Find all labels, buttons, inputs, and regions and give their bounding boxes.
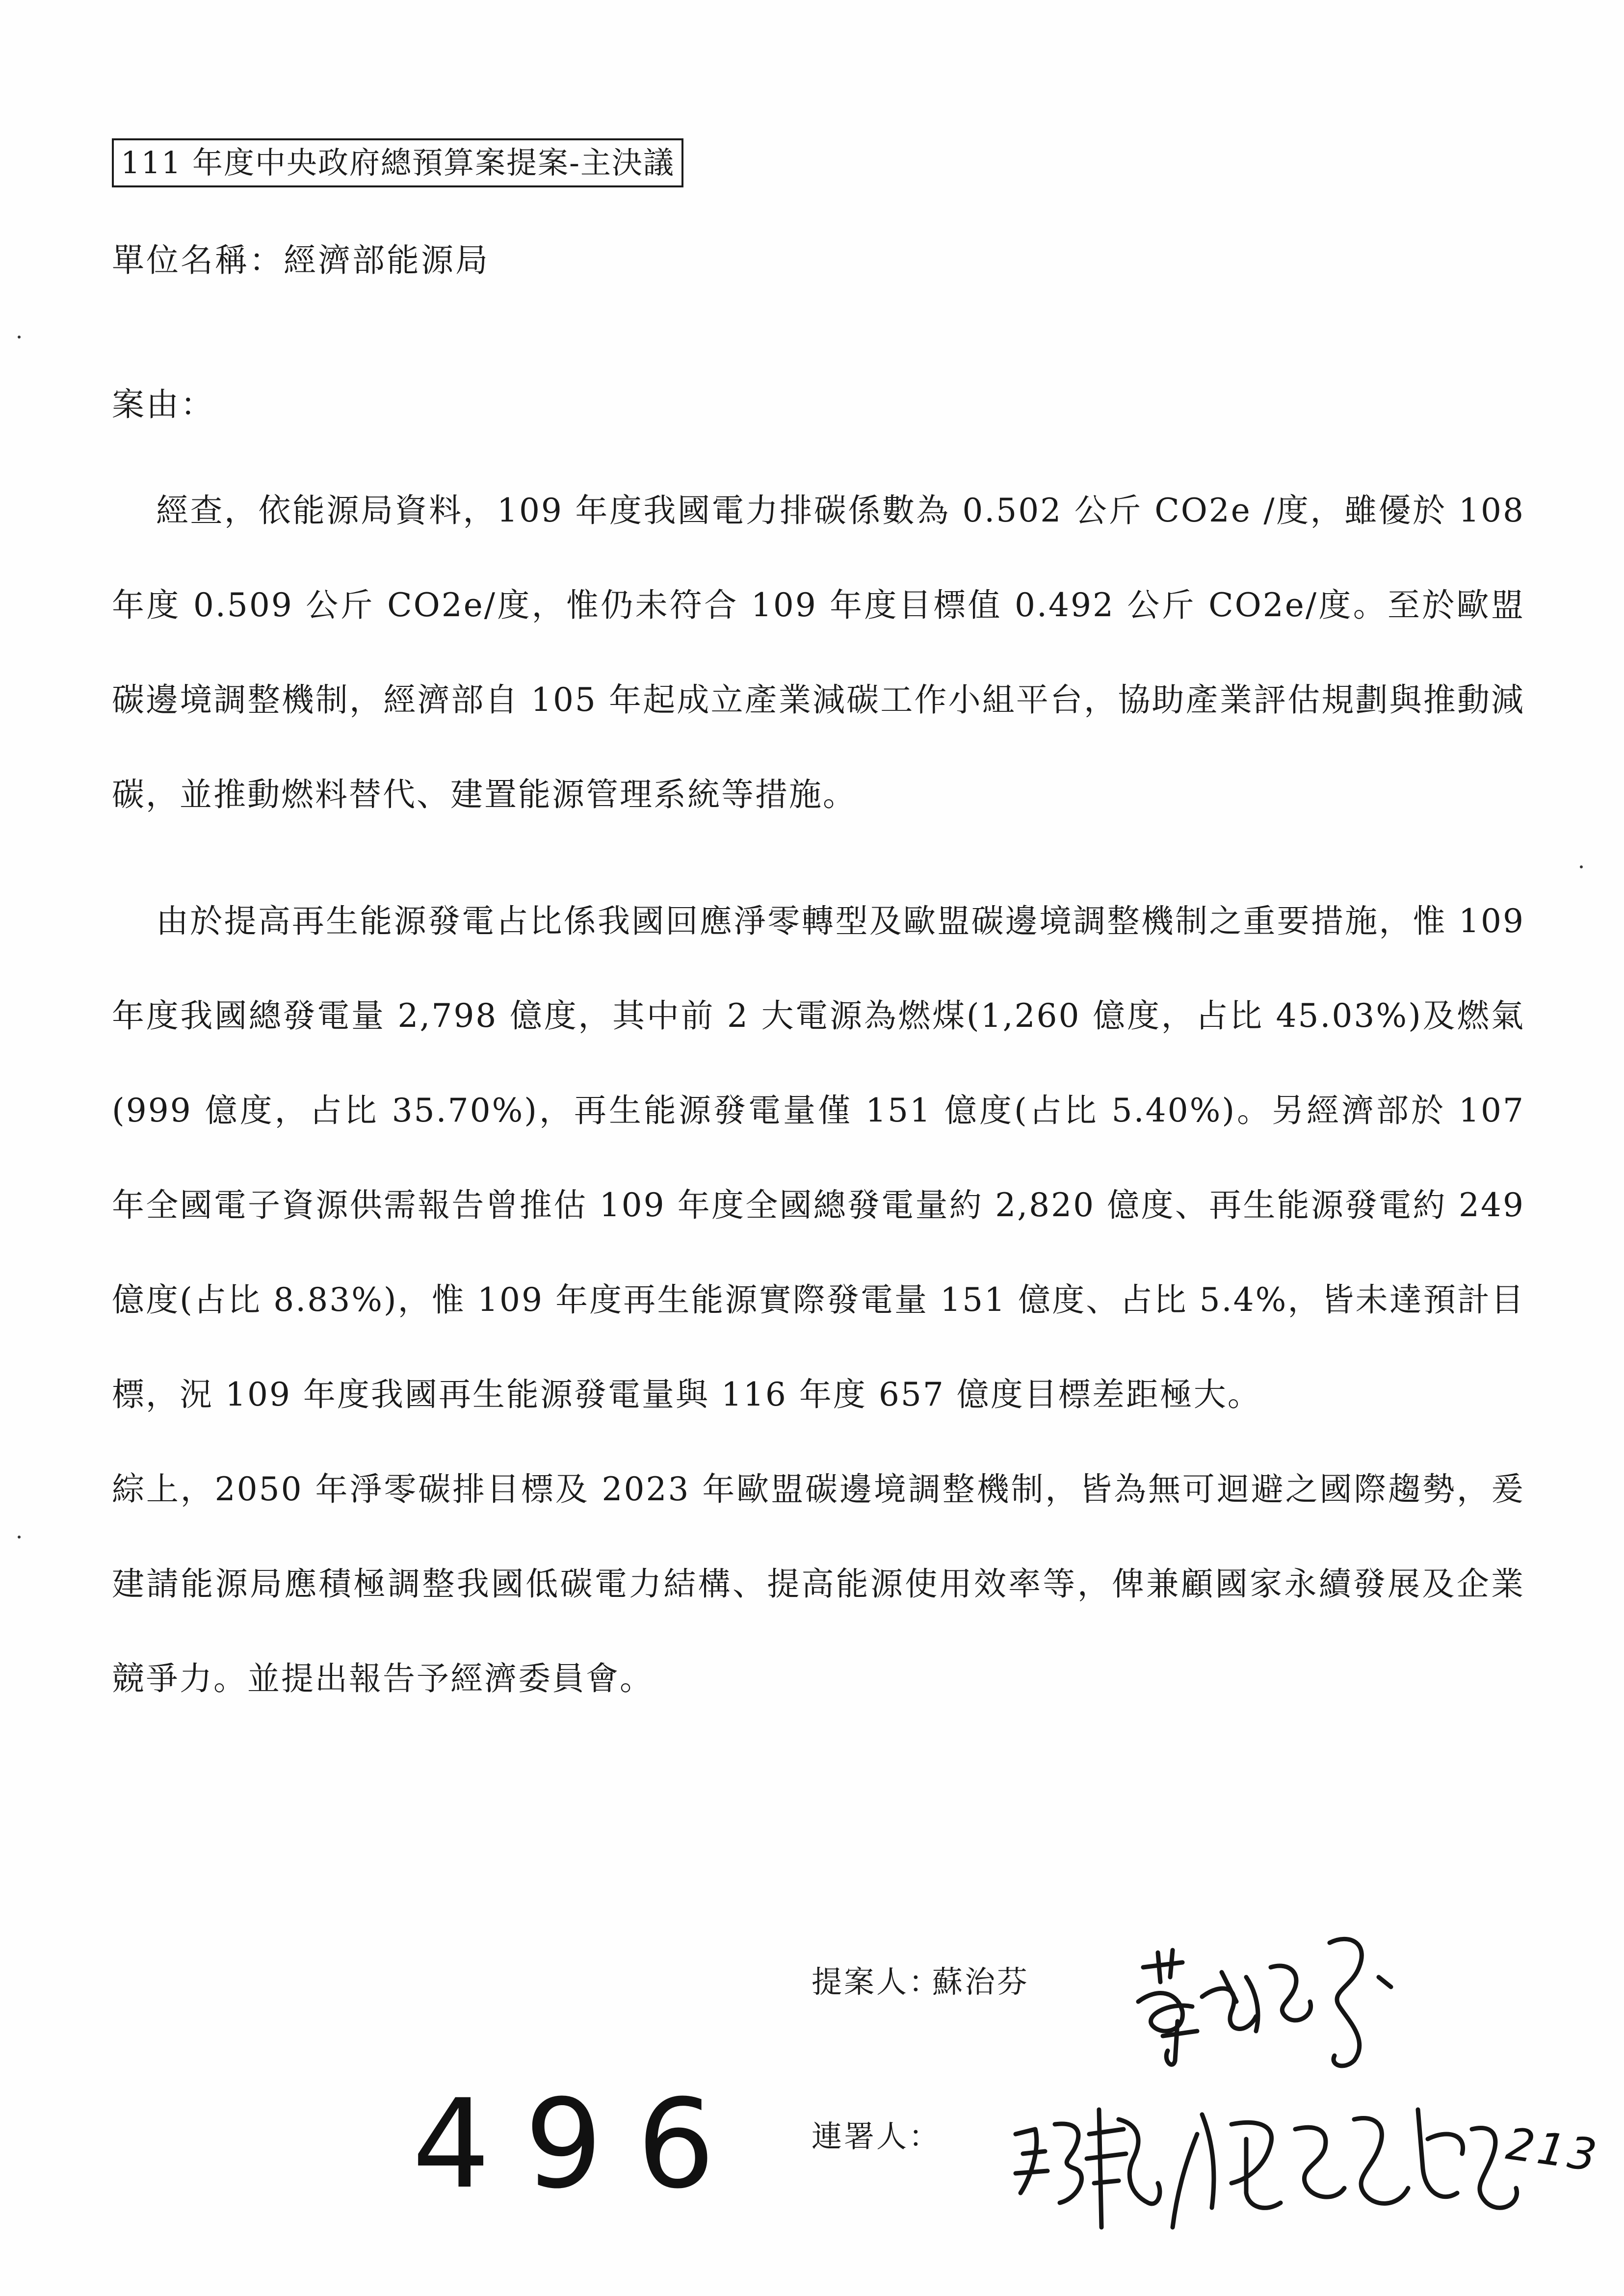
- reason-label: 案由：: [112, 386, 215, 423]
- document-title: 111 年度中央政府總預算案提案-主決議: [112, 138, 683, 187]
- cosigner-note: 213: [1503, 2118, 1603, 2182]
- unit-name: 單位名稱：經濟部能源局: [112, 241, 490, 279]
- scan-speck: [1580, 865, 1583, 868]
- paragraph-text: 綜上，2050 年淨零碳排目標及 2023 年歐盟碳邊境調整機制，皆為無可迴避之國際趨勢，爰建請能源局應積極調整我國低碳電力結構、提高能源使用效率等，俾兼顧國家永續發展及企業競爭力。並提出報告予經濟委員會。: [112, 1470, 1525, 1697]
- proposer-signature: [1124, 1913, 1398, 2075]
- reason-paragraph-1: [112, 463, 1525, 842]
- cosigner-label: 連署人：: [812, 2118, 942, 2154]
- proposer-label: 提案人：: [812, 1964, 942, 2000]
- reason-paragraph-2: [112, 874, 1525, 1726]
- proposer-name: 蘇治芬: [932, 1964, 1030, 2000]
- page-number: 496: [412, 2073, 750, 2216]
- paragraph-text: 經查，依能源局資料，109 年度我國電力排碳係數為 0.502 公斤 CO2e /度，雖優於 108 年度 0.509 公斤 CO2e/度，惟仍未符合 109 年度目標值 0.492 公斤 CO2e/度。至於歐盟碳邊境調整機制，經濟部自 105 年起成立產業減碳工作小組平台，協助產業評估規劃與推動減碳，並推動燃料替代、建置能源管理系統等措施。: [112, 492, 1525, 813]
- scan-speck: [18, 1536, 21, 1539]
- scan-speck: [18, 336, 21, 339]
- paragraph-text: 由於提高再生能源發電占比係我國回應淨零轉型及歐盟碳邊境調整機制之重要措施，惟 109 年度我國總發電量 2,798 億度，其中前 2 大電源為燃煤(1,260 億度，占比 45.03%)及燃氣(999 億度，占比 35.70%)，再生能源發電量僅 151 億度(占比 5.40%)。另經濟部於 107 年全國電子資源供需報告曾推估 109 年度全國總發電量約 2,820 億度、再生能源發電約 249 億度(占比 8.83%)，惟 109 年度再生能源實際發電量 151 億度、占比 5.4%，皆未達預計目標，況 109 年度我國再生能源發電量與 116 年度 657 億度目標差距極大。: [112, 902, 1525, 1413]
